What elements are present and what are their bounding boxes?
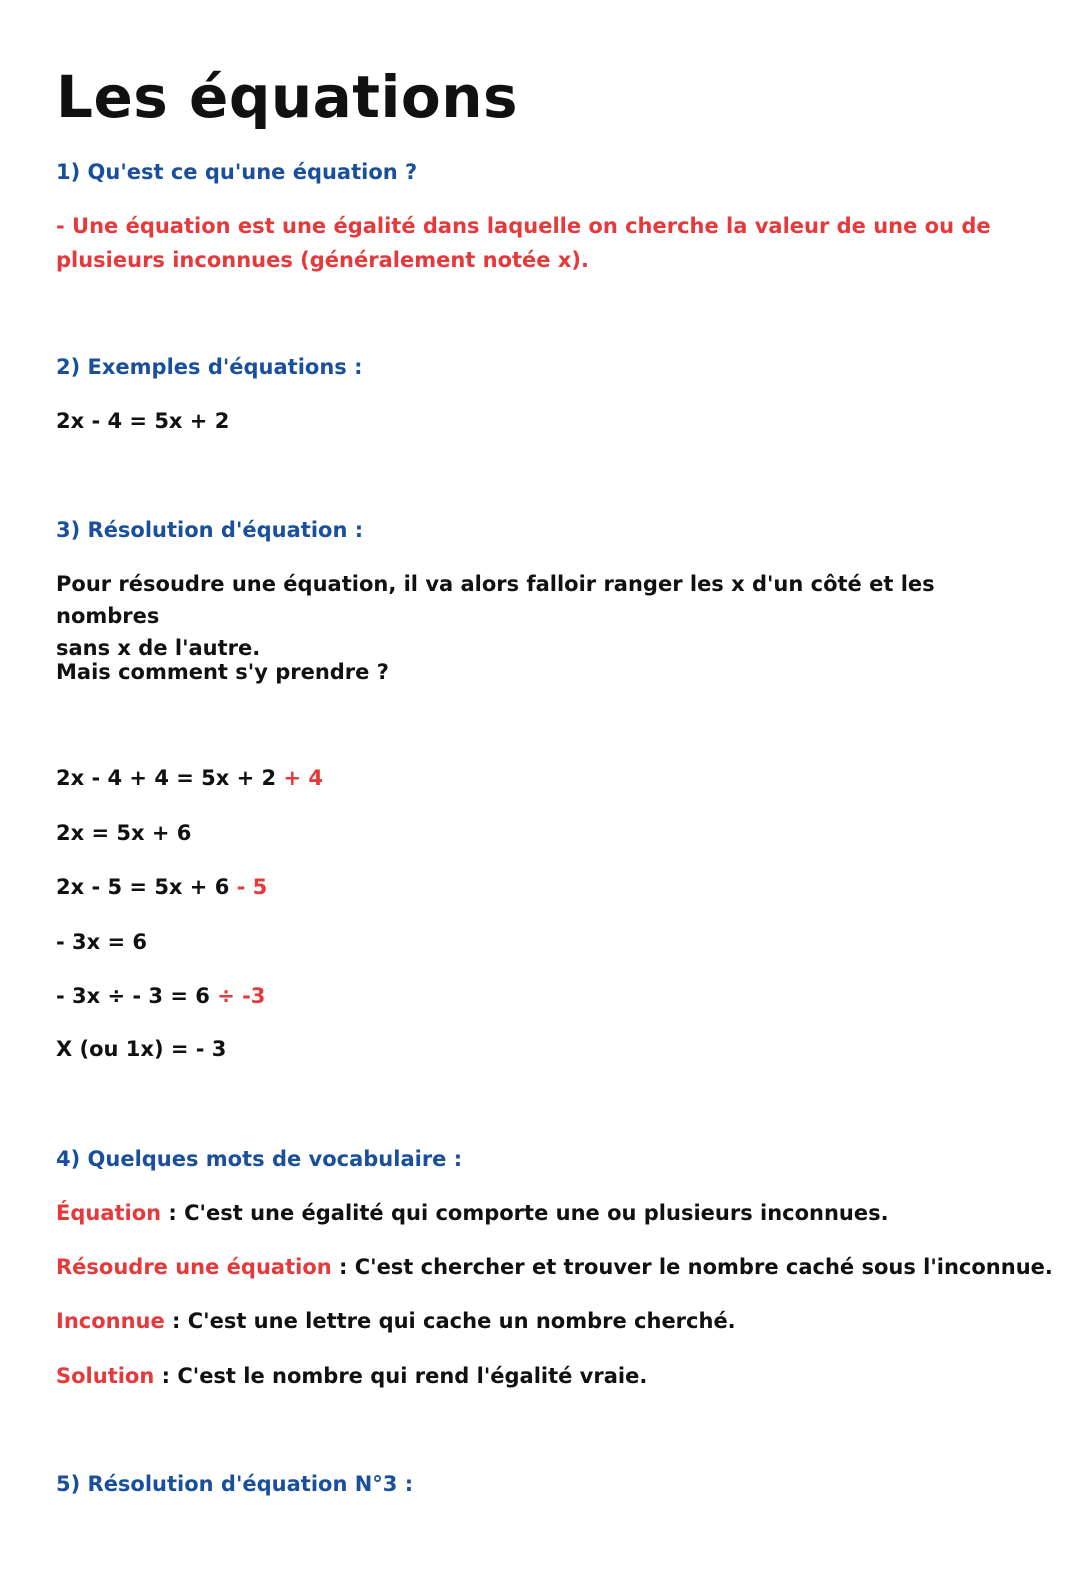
resolution-step-4 [56,927,147,957]
resolution-step-3 [56,872,267,902]
section-2-heading: 2) Exemples d'équations : [56,355,363,379]
definition-line-2: plusieurs inconnues (généralement notée x). [56,248,589,272]
step-expression: X (ou 1x) = - 3 [56,1037,227,1061]
resolution-step-5 [56,981,265,1011]
definition-line-1: - Une équation est une égalité dans laquelle on cherche la valeur de une ou de [56,214,991,238]
resolution-step-2 [56,818,191,848]
vocab-definition: : C'est une égalité qui comporte une ou plusieurs inconnues. [161,1201,889,1225]
step-operation: ÷ -3 [217,984,266,1008]
example-equation: 2x - 4 = 5x + 2 [56,409,230,433]
vocab-definition: : C'est une lettre qui cache un nombre cherché. [164,1309,736,1333]
vocab-item-equation [56,1198,889,1228]
section-1-heading: 1) Qu'est ce qu'une équation ? [56,160,418,184]
step-expression: 2x - 5 = 5x + 6 [56,875,237,899]
step-expression: - 3x ÷ - 3 = 6 [56,984,218,1008]
vocab-term: Résoudre une équation [56,1255,332,1279]
vocab-item-solution [56,1361,647,1391]
step-operation: + 4 [283,766,323,790]
resolution-step-6 [56,1034,226,1064]
vocab-term: Inconnue [56,1309,165,1333]
section-3-paragraph [56,568,1016,664]
section-5-heading: 5) Résolution d'équation N°3 : [56,1472,414,1496]
vocab-item-resoudre [56,1252,1053,1282]
paragraph-line-2: sans x de l'autre. [56,636,261,660]
step-operation: - 5 [236,875,268,899]
vocab-item-inconnue [56,1306,736,1336]
step-expression: - 3x = 6 [56,930,148,954]
vocab-definition: : C'est chercher et trouver le nombre caché sous l'inconnue. [331,1255,1053,1279]
paragraph-line-1: Pour résoudre une équation, il va alors falloir ranger les x d'un côté et les nombres [56,572,935,628]
section-3-question: Mais comment s'y prendre ? [56,660,389,684]
resolution-step-1 [56,763,323,793]
step-expression: 2x = 5x + 6 [56,821,192,845]
vocab-definition: : C'est le nombre qui rend l'égalité vraie. [154,1364,648,1388]
section-1-definition [56,209,1016,277]
page-title: Les équations [56,63,519,131]
vocab-term: Solution [56,1364,155,1388]
section-3-heading: 3) Résolution d'équation : [56,518,364,542]
vocab-term: Équation [56,1201,162,1225]
step-expression: 2x - 4 + 4 = 5x + 2 [56,766,284,790]
section-4-heading: 4) Quelques mots de vocabulaire : [56,1147,463,1171]
